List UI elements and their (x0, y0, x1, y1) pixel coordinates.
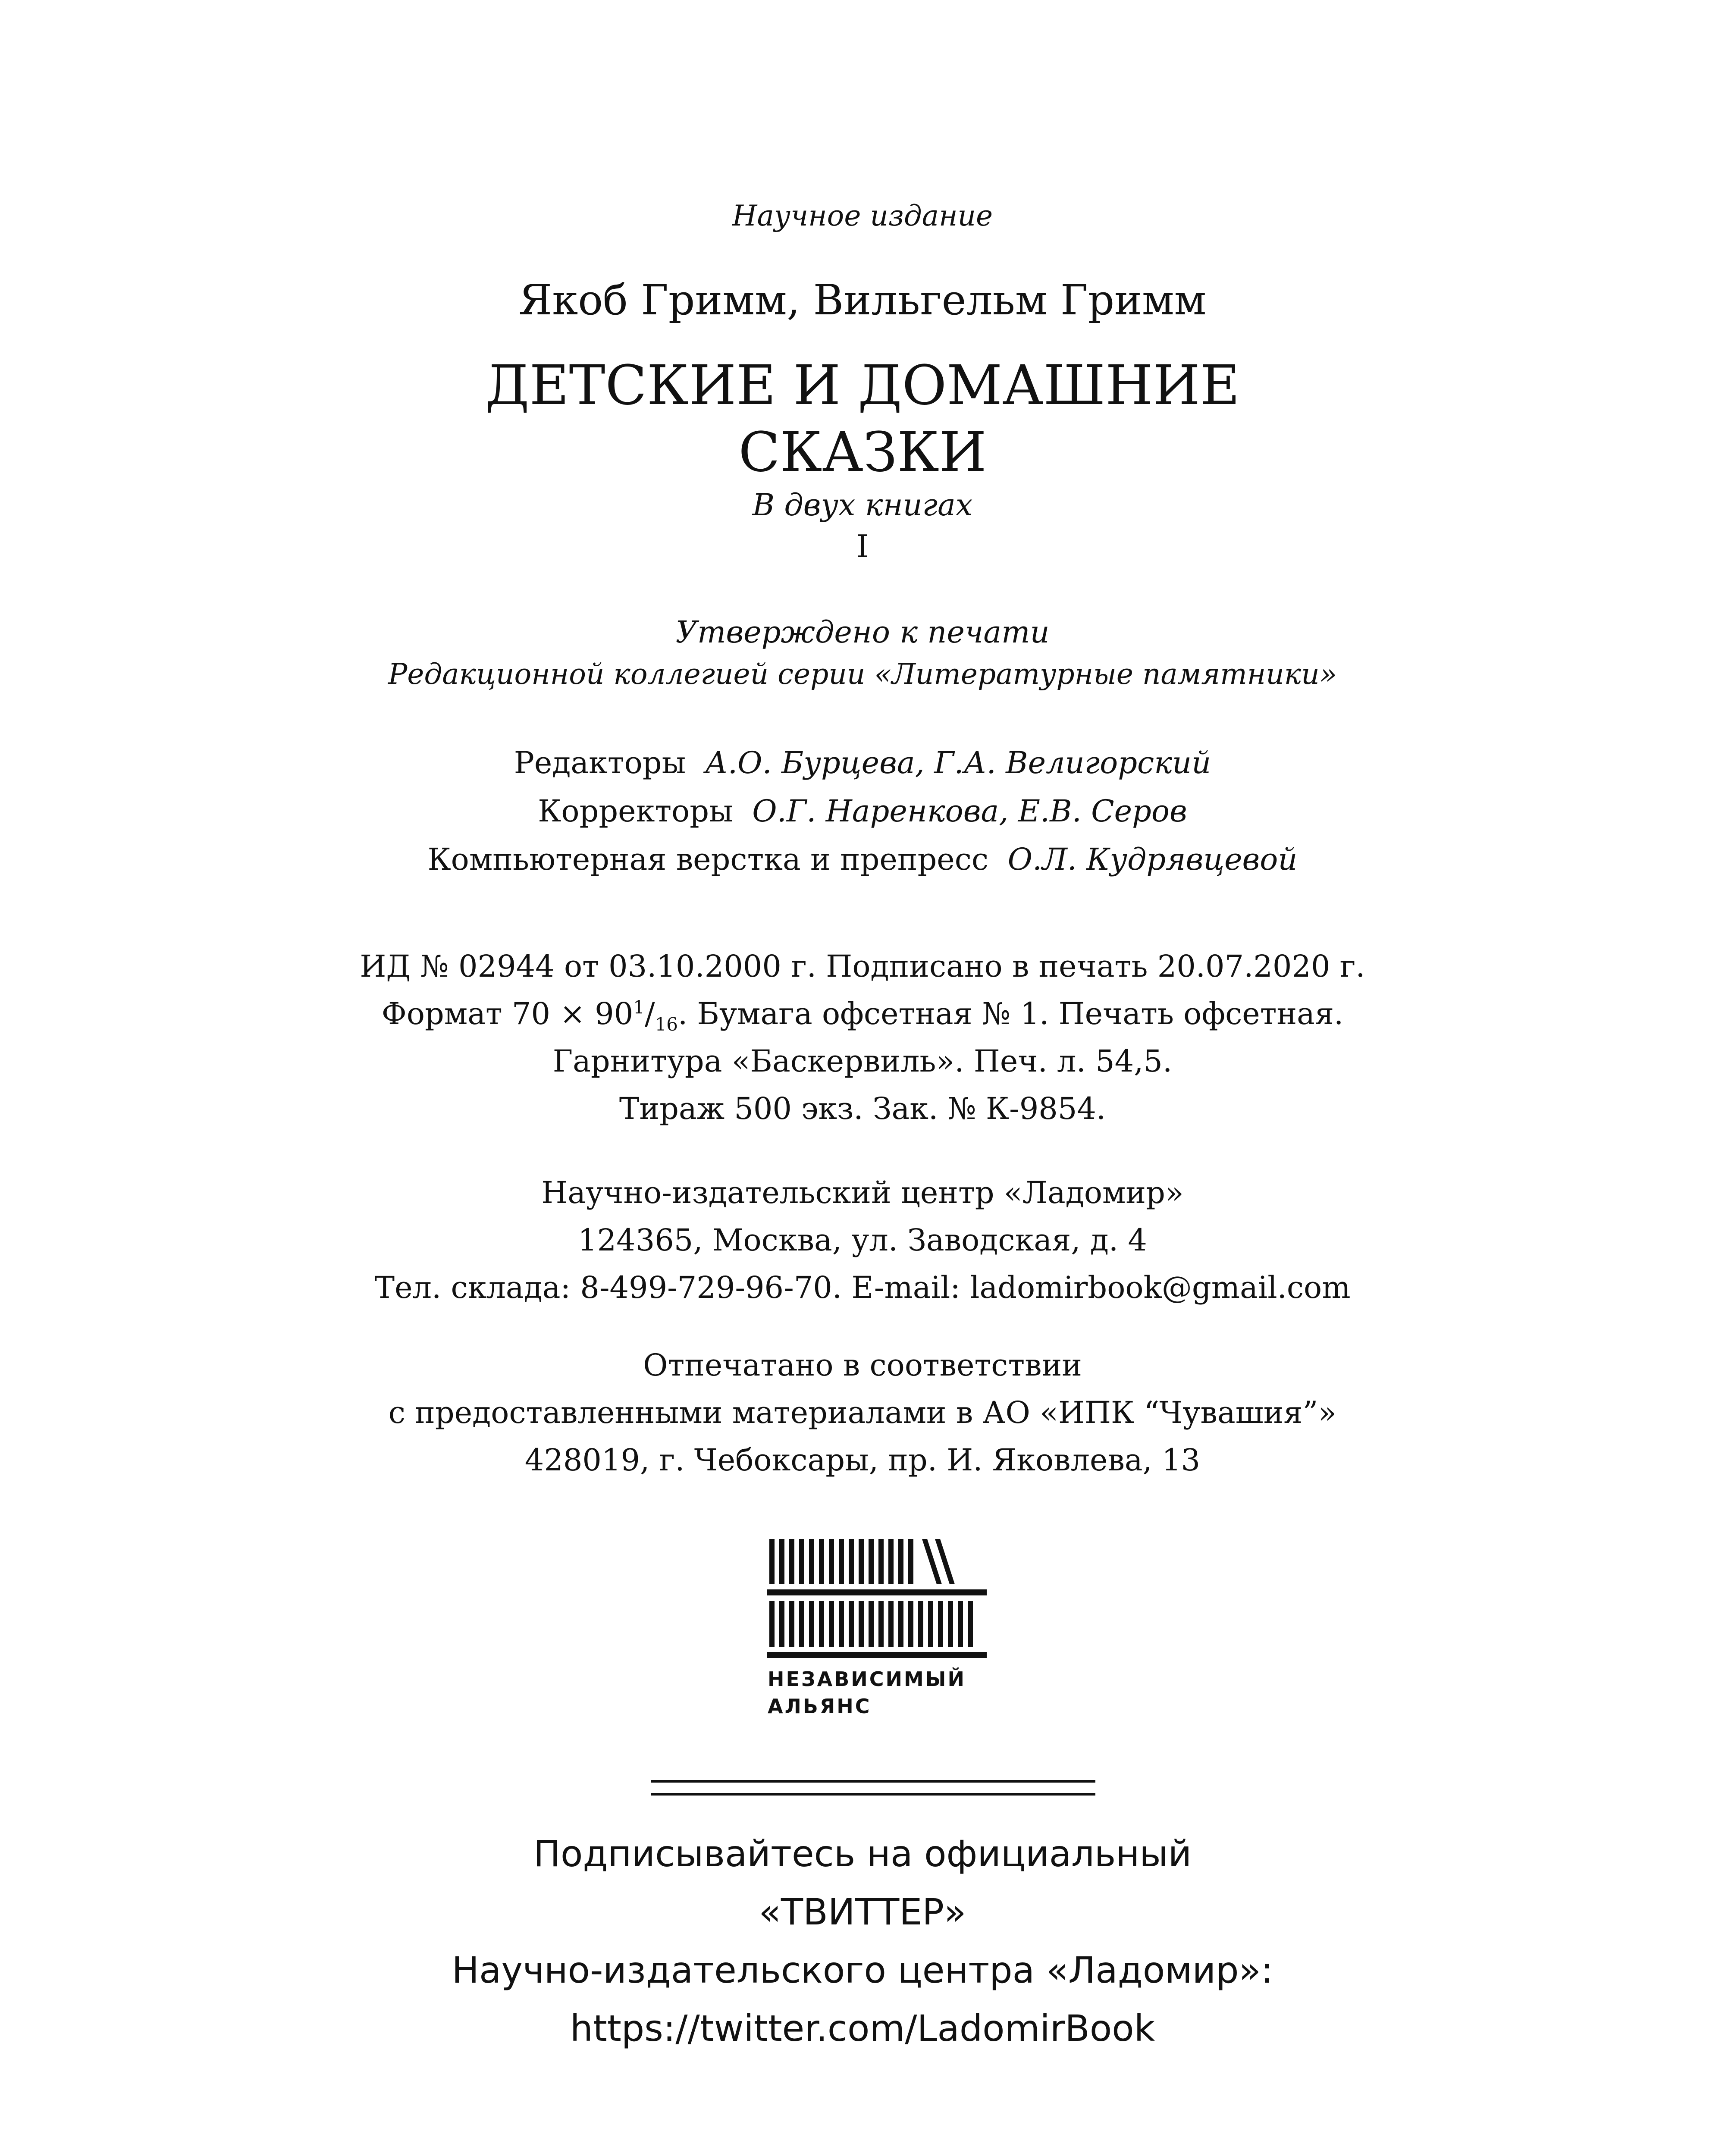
logo-book-bar (779, 1539, 784, 1584)
separator-rule-top (651, 1780, 1095, 1783)
logo-book-bar (898, 1539, 903, 1584)
twitter-notice-line-1: Подписывайтесь на официальный (533, 1833, 1192, 1875)
publisher-contacts: Тел. склада: 8-499-729-96-70. E-mail: ladomirbook@gmail.com (374, 1270, 1351, 1305)
logo-book-bar (789, 1601, 794, 1647)
approval-line-2: Редакционной коллегией серии «Литературные памятники» (388, 658, 1337, 691)
credit-editors (0, 745, 1725, 780)
logo-book-bar (869, 1601, 874, 1647)
logo-book-bar (849, 1601, 854, 1647)
logo-book-bar (799, 1601, 804, 1647)
twitter-link[interactable]: https://twitter.com/LadomirBook (570, 2007, 1155, 2049)
printer-line-3: 428019, г. Чебоксары, пр. И. Яковлева, 13 (524, 1442, 1201, 1478)
logo-book-bar (878, 1601, 884, 1647)
approval-line-1: Утверждено к печати (675, 614, 1050, 650)
logo-book-bar (958, 1601, 963, 1647)
logo-book-bar (829, 1601, 834, 1647)
logo-book-bar (769, 1539, 775, 1584)
logo-book-bar (878, 1539, 884, 1584)
credit-names: О.Г. Наренкова, Е.В. Серов (752, 793, 1187, 829)
logo-book-bar (859, 1601, 864, 1647)
print-info-line-3: Гарнитура «Баскервиль». Печ. л. 54,5. (552, 1044, 1173, 1079)
credit-proofreaders (0, 793, 1725, 829)
logo-book-bar (819, 1539, 824, 1584)
print-info-line-4: Тираж 500 экз. Зак. № К-9854. (619, 1091, 1106, 1126)
logo-text-line-1: НЕЗАВИСИМЫЙ (768, 1667, 966, 1691)
credit-names: О.Л. Кудрявцевой (1007, 842, 1298, 877)
subtitle: В двух книгах (752, 487, 973, 523)
print-info-format: Формат $70 \times 90^1/_{16}$. Бумага офсетная № 1. Печать офсетная. (381, 996, 1344, 1035)
book-title-line-2: СКАЗКИ (738, 420, 987, 484)
logo-book-bar (839, 1539, 844, 1584)
logo-book-bar (898, 1601, 903, 1647)
logo-book-bar (779, 1601, 784, 1647)
format-numerator: 1 (633, 997, 645, 1018)
format-suffix: . Бумага офсетная № 1. Печать офсетная. (678, 996, 1344, 1031)
publisher-name: Научно-издательский центр «Ладомир» (541, 1175, 1184, 1210)
print-info-line-1: ИД № 02944 от 03.10.2000 г. Подписано в печать 20.07.2020 г. (360, 949, 1365, 984)
logo-book-bar (769, 1601, 775, 1647)
credit-names: А.О. Бурцева, Г.А. Велигорский (705, 745, 1211, 780)
logo-book-bar (938, 1601, 943, 1647)
logo-book-bar (869, 1539, 874, 1584)
logo-book-bar (809, 1539, 814, 1584)
credit-role: Компьютерная верстка и препресс (427, 842, 989, 877)
separator-rule-bottom (651, 1793, 1095, 1796)
logo-book-bar (809, 1601, 814, 1647)
edition-type: Научное издание (732, 199, 993, 232)
logo-book-bar (849, 1539, 854, 1584)
logo-book-bar (888, 1539, 894, 1584)
logo-book-bar (789, 1539, 794, 1584)
authors: Якоб Гримм, Вильгельм Гримм (518, 276, 1207, 324)
bookshelf-barcode-icon (767, 1533, 987, 1658)
credit-layout (0, 842, 1725, 877)
format-prefix: Формат 70 × 90 (381, 996, 634, 1031)
logo-book-bar (908, 1601, 913, 1647)
format-denominator: 16 (655, 1014, 678, 1035)
logo-book-bar (799, 1539, 804, 1584)
twitter-notice-line-2: «ТВИТТЕР» (759, 1891, 966, 1933)
logo-text-line-2: АЛЬЯНС (768, 1695, 872, 1718)
volume-number: I (856, 528, 869, 564)
logo-book-bar (928, 1601, 933, 1647)
logo-book-bar (819, 1601, 824, 1647)
printer-line-1: Отпечатано в соответствии (643, 1348, 1082, 1383)
credit-role: Редакторы (514, 745, 686, 780)
book-title-line-1: ДЕТСКИЕ И ДОМАШНИЕ (485, 354, 1240, 417)
logo-book-bar (908, 1539, 913, 1584)
logo-book-bar (839, 1601, 844, 1647)
printer-line-2: с предоставленными материалами в АО «ИПК “Чувашия”» (388, 1395, 1337, 1430)
twitter-notice-line-3: Научно-издательского центра «Ладомир»: (452, 1949, 1273, 1991)
logo-book-bar (948, 1601, 953, 1647)
independent-alliance-logo (767, 1533, 987, 1723)
publisher-address: 124365, Москва, ул. Заводская, д. 4 (578, 1222, 1147, 1258)
logo-book-bar (888, 1601, 894, 1647)
logo-book-bar (829, 1539, 834, 1584)
logo-book-bar (859, 1539, 864, 1584)
logo-book-bar (918, 1601, 923, 1647)
credit-role: Корректоры (538, 793, 733, 829)
logo-book-bar (968, 1601, 973, 1647)
